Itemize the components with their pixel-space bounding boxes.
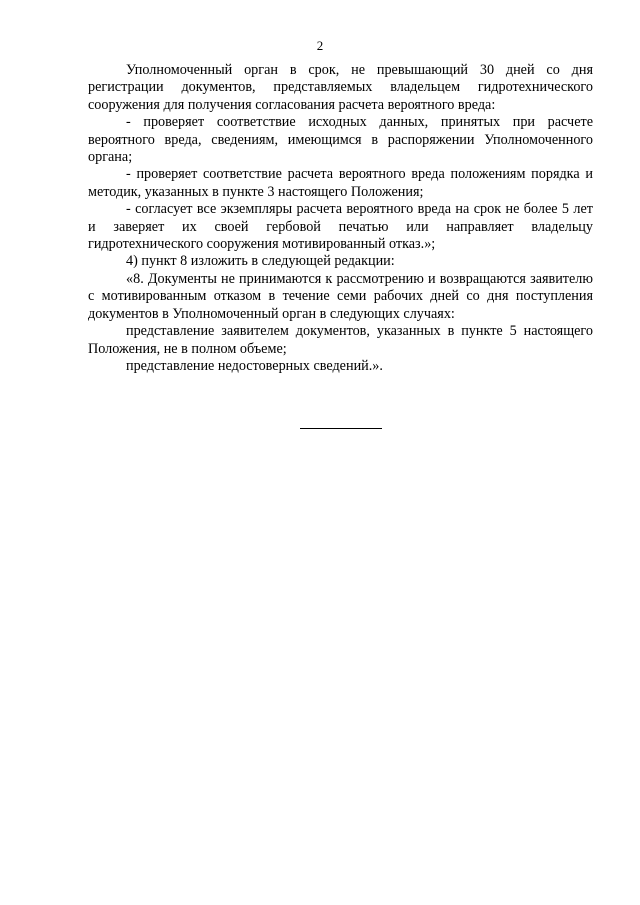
page-number: 2 — [316, 38, 324, 53]
paragraph-intro: Уполномоченный орган в срок, не превышающий 30 дней со дня регистрации документов, представляемых владельцем гидротехнического сооружения для получения согласования расчета вероятного вреда: — [88, 62, 593, 113]
paragraph-clause-8: «8. Документы не принимаются к рассмотрению и возвращаются заявителю с мотивированным отказом в течение семи рабочих дней со дня поступления документов в Уполномоченный орган в следующих случаях: — [88, 270, 593, 322]
document-body — [88, 62, 593, 375]
paragraph-incomplete-documents: представление заявителем документов, указанных в пункте 5 настоящего Положения, не в полном объеме; — [88, 323, 593, 357]
paragraph-approve-copies: - согласует все экземпляры расчета вероятного вреда на срок не более 5 лет и заверяет их своей гербовой печатью или направляет владельцу гидротехнического сооружения мотивированный отказ.»; — [88, 201, 593, 253]
paragraph-check-methods: - проверяет соответствие расчета вероятного вреда положениям порядка и методик, указанных в пункте 3 настоящего Положения; — [88, 166, 593, 200]
paragraph-check-source-data: - проверяет соответствие исходных данных, принятых при расчете вероятного вреда, сведениям, имеющимся в распоряжении Уполномоченного органа; — [88, 114, 593, 166]
end-of-document-line — [300, 428, 382, 429]
paragraph-false-information: представление недостоверных сведений.». — [126, 357, 383, 374]
paragraph-item-4: 4) пункт 8 изложить в следующей редакции: — [126, 253, 395, 270]
